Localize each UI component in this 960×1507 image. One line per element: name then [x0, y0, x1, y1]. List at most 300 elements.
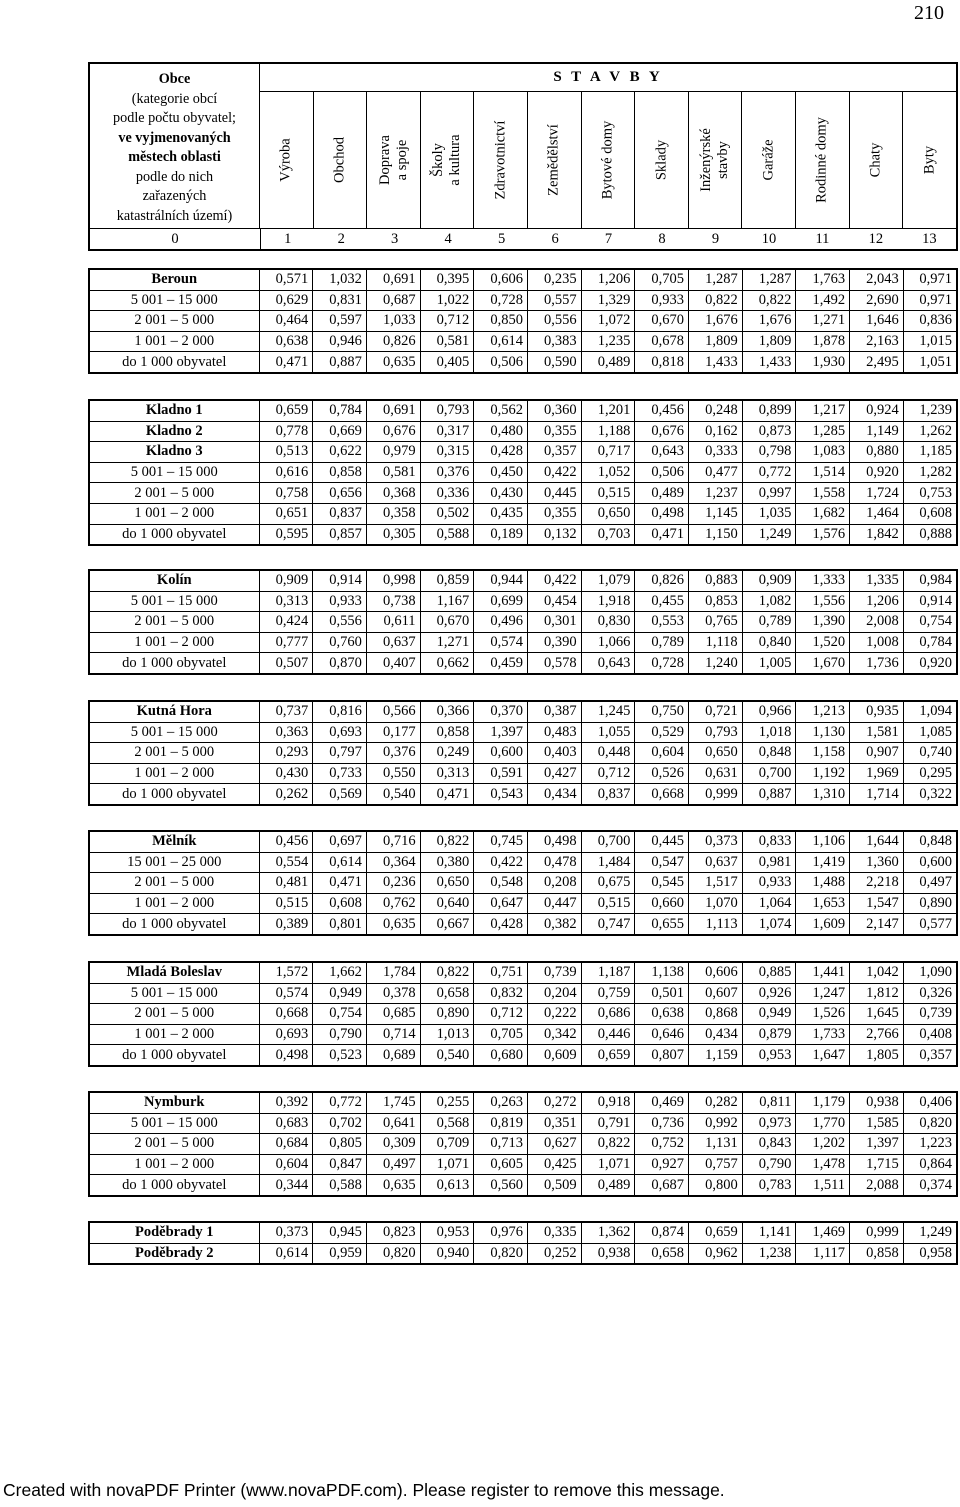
table-cell: 0,635 — [366, 1175, 420, 1196]
table-cell: 0,907 — [850, 743, 904, 764]
table-cell: 0,737 — [259, 701, 313, 722]
row-label: 5 001 – 15 000 — [89, 591, 259, 612]
table-cell: 1,682 — [796, 503, 850, 524]
table-row — [89, 311, 957, 332]
table-row — [89, 421, 957, 442]
table-cell: 2,043 — [850, 269, 904, 290]
table-cell: 0,293 — [259, 743, 313, 764]
table-cell: 0,637 — [689, 852, 743, 873]
table-cell: 0,557 — [527, 290, 581, 311]
table-cell: 0,608 — [903, 503, 957, 524]
table-cell: 0,822 — [689, 290, 743, 311]
table-cell: 0,705 — [474, 1024, 528, 1045]
table-cell: 0,830 — [581, 612, 635, 633]
table-cell: 0,471 — [635, 524, 689, 545]
table-cell: 1,247 — [796, 983, 850, 1004]
row-label: 2 001 – 5 000 — [89, 743, 259, 764]
table-cell: 0,529 — [635, 722, 689, 743]
column-number: 5 — [497, 231, 506, 247]
table-cell: 0,374 — [903, 1175, 957, 1196]
table-cell: 0,712 — [581, 763, 635, 784]
table-cell: 1,206 — [850, 591, 904, 612]
table-cell: 1,079 — [581, 570, 635, 591]
table-cell: 0,498 — [635, 503, 689, 524]
table-cell: 0,836 — [903, 311, 957, 332]
column-header — [689, 92, 743, 228]
table-cell: 0,848 — [742, 743, 796, 764]
table-row — [89, 524, 957, 545]
row-label: 2 001 – 5 000 — [89, 311, 259, 332]
table-cell: 0,739 — [903, 1004, 957, 1025]
table-cell: 0,498 — [259, 1045, 313, 1066]
table-cell: 0,357 — [903, 1045, 957, 1066]
table-cell: 0,981 — [742, 852, 796, 873]
table-cell: 0,857 — [313, 524, 367, 545]
obce-header-line: podle počtu obyvatel; — [113, 110, 236, 126]
table-row — [89, 352, 957, 373]
table-cell: 0,403 — [527, 743, 581, 764]
table-row — [89, 632, 957, 653]
table-cell: 1,733 — [796, 1024, 850, 1045]
table-cell: 0,909 — [259, 570, 313, 591]
table-cell: 0,526 — [635, 763, 689, 784]
table-cell: 0,351 — [527, 1113, 581, 1134]
column-header-label: Školy a kultura — [430, 134, 464, 186]
table-cell: 0,132 — [527, 524, 581, 545]
table-cell: 0,456 — [635, 400, 689, 421]
table-cell: 0,606 — [689, 962, 743, 983]
table-cell: 0,333 — [689, 442, 743, 463]
table-cell: 0,669 — [313, 421, 367, 442]
table-cell: 0,933 — [313, 591, 367, 612]
table-cell: 0,407 — [366, 653, 420, 674]
table-cell: 1,520 — [796, 632, 850, 653]
data-table-group — [88, 1221, 958, 1265]
table-cell: 1,066 — [581, 632, 635, 653]
table-cell: 1,676 — [742, 311, 796, 332]
table-cell: 1,441 — [796, 962, 850, 983]
table-cell: 0,595 — [259, 524, 313, 545]
table-cell: 0,826 — [635, 570, 689, 591]
row-label: Kladno 3 — [89, 442, 259, 463]
table-cell: 0,222 — [527, 1004, 581, 1025]
row-label: 1 001 – 2 000 — [89, 763, 259, 784]
table-cell: 0,670 — [635, 311, 689, 332]
table-row — [89, 1175, 957, 1196]
table-cell: 0,820 — [366, 1243, 420, 1264]
table-cell: 0,959 — [313, 1243, 367, 1264]
table-cell: 0,489 — [581, 352, 635, 373]
table-cell: 0,859 — [420, 570, 474, 591]
table-cell: 1,969 — [850, 763, 904, 784]
table-cell: 0,605 — [474, 1154, 528, 1175]
table-cell: 0,622 — [313, 442, 367, 463]
table-cell: 0,717 — [581, 442, 635, 463]
table-cell: 0,569 — [313, 784, 367, 805]
table-cell: 0,689 — [366, 1045, 420, 1066]
table-cell: 0,992 — [689, 1113, 743, 1134]
column-header — [260, 92, 314, 228]
column-number: 8 — [658, 231, 666, 247]
table-cell: 0,614 — [313, 852, 367, 873]
table-cell: 0,858 — [420, 722, 474, 743]
table-cell: 0,778 — [259, 421, 313, 442]
table-cell: 0,850 — [474, 311, 528, 332]
table-cell: 0,984 — [903, 570, 957, 591]
table-cell: 0,762 — [366, 893, 420, 914]
table-cell: 0,811 — [742, 1092, 796, 1113]
column-header — [474, 92, 528, 228]
table-cell: 0,363 — [259, 722, 313, 743]
table-cell: 0,927 — [635, 1154, 689, 1175]
table-cell: 1,249 — [903, 1222, 957, 1243]
row-label: do 1 000 obyvatel — [89, 784, 259, 805]
table-cell: 1,118 — [689, 632, 743, 653]
table-cell: 0,890 — [903, 893, 957, 914]
table-cell: 0,459 — [474, 653, 528, 674]
table-cell: 0,793 — [420, 400, 474, 421]
column-header — [796, 92, 850, 228]
table-cell: 0,255 — [420, 1092, 474, 1113]
table-cell: 0,662 — [420, 653, 474, 674]
row-label: Mladá Boleslav — [126, 964, 222, 981]
table-cell: 0,447 — [527, 893, 581, 914]
table-cell: 0,843 — [742, 1134, 796, 1155]
table-cell: 0,422 — [527, 570, 581, 591]
table-cell: 0,823 — [366, 1222, 420, 1243]
table-cell: 1,676 — [689, 311, 743, 332]
table-cell: 0,588 — [420, 524, 474, 545]
table-cell: 1,397 — [474, 722, 528, 743]
table-row — [89, 1243, 957, 1264]
table-cell: 1,488 — [796, 873, 850, 894]
table-cell: 0,837 — [581, 784, 635, 805]
table-row — [89, 763, 957, 784]
table-cell: 0,962 — [689, 1243, 743, 1264]
table-cell: 0,914 — [903, 591, 957, 612]
table-cell: 0,448 — [581, 743, 635, 764]
row-label: Kladno 1 — [145, 402, 203, 419]
table-cell: 0,631 — [689, 763, 743, 784]
table-cell: 1,478 — [796, 1154, 850, 1175]
table-cell: 1,240 — [689, 653, 743, 674]
table-cell: 1,715 — [850, 1154, 904, 1175]
table-cell: 0,659 — [581, 1045, 635, 1066]
table-cell: 1,770 — [796, 1113, 850, 1134]
table-cell: 0,635 — [366, 352, 420, 373]
obce-header-cell — [90, 64, 260, 228]
table-cell: 0,820 — [474, 1243, 528, 1264]
table-cell: 1,517 — [689, 873, 743, 894]
table-cell: 0,301 — [527, 612, 581, 633]
table-cell: 0,887 — [313, 352, 367, 373]
table-row — [89, 784, 957, 805]
table-cell: 0,501 — [635, 983, 689, 1004]
table-cell: 0,478 — [527, 852, 581, 873]
table-cell: 1,235 — [581, 331, 635, 352]
table-cell: 1,419 — [796, 852, 850, 873]
table-cell: 0,760 — [313, 632, 367, 653]
column-header — [742, 92, 796, 228]
table-cell: 1,083 — [796, 442, 850, 463]
table-row — [89, 442, 957, 463]
table-cell: 1,070 — [689, 893, 743, 914]
table-cell: 0,793 — [689, 722, 743, 743]
table-cell: 0,909 — [742, 570, 796, 591]
table-cell: 0,553 — [635, 612, 689, 633]
table-cell: 0,703 — [581, 524, 635, 545]
table-cell: 0,858 — [850, 1243, 904, 1264]
table-cell: 0,868 — [689, 1004, 743, 1025]
table-cell: 1,117 — [796, 1243, 850, 1264]
table-cell: 1,310 — [796, 784, 850, 805]
table-cell: 1,362 — [581, 1222, 635, 1243]
table-row — [89, 570, 957, 591]
table-cell: 0,958 — [903, 1243, 957, 1264]
table-cell: 0,659 — [689, 1222, 743, 1243]
table-row — [89, 831, 957, 852]
table-cell: 0,660 — [635, 893, 689, 914]
table-cell: 0,883 — [689, 570, 743, 591]
table-cell: 1,647 — [796, 1045, 850, 1066]
table-cell: 2,690 — [850, 290, 904, 311]
table-cell: 0,498 — [527, 831, 581, 852]
table-cell: 0,471 — [420, 784, 474, 805]
table-cell: 2,088 — [850, 1175, 904, 1196]
table-cell: 0,999 — [850, 1222, 904, 1243]
column-number: 1 — [284, 231, 292, 247]
table-cell: 0,263 — [474, 1092, 528, 1113]
table-cell: 0,355 — [527, 503, 581, 524]
table-cell: 0,753 — [903, 483, 957, 504]
table-cell: 0,607 — [689, 983, 743, 1004]
table-cell: 0,678 — [635, 331, 689, 352]
table-cell: 1,809 — [689, 331, 743, 352]
table-cell: 1,514 — [796, 462, 850, 483]
table-cell: 1,150 — [689, 524, 743, 545]
table-cell: 0,581 — [420, 331, 474, 352]
table-cell: 0,819 — [474, 1113, 528, 1134]
table-cell: 1,206 — [581, 269, 635, 290]
table-cell: 1,238 — [742, 1243, 796, 1264]
table-cell: 0,513 — [259, 442, 313, 463]
table-cell: 1,670 — [796, 653, 850, 674]
column-number: 12 — [868, 231, 884, 247]
table-cell: 0,914 — [313, 570, 367, 591]
table-cell: 0,177 — [366, 722, 420, 743]
table-cell: 1,145 — [689, 503, 743, 524]
table-cell: 0,249 — [420, 743, 474, 764]
column-header-label: Výroba — [277, 138, 294, 182]
row-label: 1 001 – 2 000 — [89, 1154, 259, 1175]
table-cell: 0,305 — [366, 524, 420, 545]
table-cell: 0,608 — [313, 893, 367, 914]
table-cell: 1,051 — [903, 352, 957, 373]
table-cell: 1,239 — [903, 400, 957, 421]
column-header — [528, 92, 582, 228]
table-cell: 0,738 — [366, 591, 420, 612]
table-cell: 0,313 — [259, 591, 313, 612]
table-cell: 0,643 — [635, 442, 689, 463]
column-header-label: Sklady — [653, 139, 670, 181]
table-row — [89, 331, 957, 352]
table-cell: 0,736 — [635, 1113, 689, 1134]
table-cell: 1,809 — [742, 331, 796, 352]
table-cell: 1,072 — [581, 311, 635, 332]
table-cell: 0,798 — [742, 442, 796, 463]
table-cell: 0,454 — [527, 591, 581, 612]
table-cell: 0,684 — [259, 1134, 313, 1155]
table-cell: 1,511 — [796, 1175, 850, 1196]
table-cell: 1,131 — [689, 1134, 743, 1155]
obce-header-line: zařazených — [142, 188, 207, 204]
table-cell: 1,464 — [850, 503, 904, 524]
row-label: 2 001 – 5 000 — [89, 1134, 259, 1155]
table-row — [89, 1024, 957, 1045]
table-cell: 0,933 — [635, 290, 689, 311]
table-cell: 0,471 — [313, 873, 367, 894]
table-cell: 1,526 — [796, 1004, 850, 1025]
table-cell: 0,918 — [581, 1092, 635, 1113]
table-cell: 0,556 — [313, 612, 367, 633]
row-label: 15 001 – 25 000 — [89, 852, 259, 873]
table-cell: 0,189 — [474, 524, 528, 545]
table-cell: 1,662 — [313, 962, 367, 983]
table-cell: 0,450 — [474, 462, 528, 483]
table-cell: 0,979 — [366, 442, 420, 463]
table-cell: 0,699 — [474, 591, 528, 612]
table-cell: 1,714 — [850, 784, 904, 805]
table-cell: 0,874 — [635, 1222, 689, 1243]
table-cell: 0,577 — [903, 914, 957, 935]
table-cell: 1,064 — [742, 893, 796, 914]
table-cell: 0,613 — [420, 1175, 474, 1196]
row-label: 5 001 – 15 000 — [89, 462, 259, 483]
table-cell: 1,645 — [850, 1004, 904, 1025]
table-cell: 0,370 — [474, 701, 528, 722]
table-cell: 1,032 — [313, 269, 367, 290]
table-cell: 0,733 — [313, 763, 367, 784]
table-cell: 0,822 — [420, 962, 474, 983]
table-cell: 0,801 — [313, 914, 367, 935]
table-cell: 0,920 — [850, 462, 904, 483]
table-cell: 0,248 — [689, 400, 743, 421]
data-table-group — [88, 1091, 958, 1197]
table-cell: 0,456 — [259, 831, 313, 852]
row-label: do 1 000 obyvatel — [89, 1175, 259, 1196]
row-label: do 1 000 obyvatel — [89, 1045, 259, 1066]
column-number: 3 — [391, 231, 399, 247]
table-cell: 0,754 — [903, 612, 957, 633]
obce-header-line: podle do nich — [135, 168, 214, 185]
table-cell: 1,646 — [850, 311, 904, 332]
row-label: 1 001 – 2 000 — [89, 503, 259, 524]
data-table-group — [88, 569, 958, 675]
obce-header-line: katastrálních území) — [116, 207, 233, 224]
table-cell: 0,675 — [581, 873, 635, 894]
table-cell: 1,653 — [796, 893, 850, 914]
row-label: 5 001 – 15 000 — [89, 722, 259, 743]
table-cell: 2,147 — [850, 914, 904, 935]
table-cell: 0,772 — [313, 1092, 367, 1113]
table-cell: 1,271 — [420, 632, 474, 653]
row-label: Poděbrady 2 — [89, 1243, 259, 1264]
table-cell: 1,271 — [796, 311, 850, 332]
footer-note: Created with novaPDF Printer (www.novaPDF.com). Please register to remove this message. — [3, 1480, 725, 1500]
table-cell: 0,759 — [581, 983, 635, 1004]
stavby-header: S T A V B Y — [260, 64, 956, 92]
table-cell: 0,946 — [313, 331, 367, 352]
table-cell: 0,489 — [635, 483, 689, 504]
table-row — [89, 852, 957, 873]
table-row — [89, 983, 957, 1004]
table-cell: 0,380 — [420, 852, 474, 873]
table-cell: 0,668 — [259, 1004, 313, 1025]
table-cell: 0,949 — [742, 1004, 796, 1025]
table-row — [89, 914, 957, 935]
table-cell: 0,853 — [689, 591, 743, 612]
table-cell: 1,035 — [742, 503, 796, 524]
table-cell: 0,635 — [366, 914, 420, 935]
row-label: Kutná Hora — [136, 703, 212, 720]
table-cell: 1,013 — [420, 1024, 474, 1045]
table-cell: 0,309 — [366, 1134, 420, 1155]
table-cell: 0,469 — [635, 1092, 689, 1113]
table-cell: 0,765 — [689, 612, 743, 633]
table-cell: 0,709 — [420, 1134, 474, 1155]
table-cell: 0,600 — [474, 743, 528, 764]
table-cell: 0,745 — [474, 831, 528, 852]
table-header — [88, 62, 958, 251]
column-header — [582, 92, 636, 228]
table-cell: 0,272 — [527, 1092, 581, 1113]
column-number: 10 — [761, 231, 777, 247]
row-label: do 1 000 obyvatel — [89, 653, 259, 674]
table-cell: 1,842 — [850, 524, 904, 545]
table-row — [89, 873, 957, 894]
table-cell: 0,392 — [259, 1092, 313, 1113]
table-cell: 0,326 — [903, 983, 957, 1004]
table-cell: 1,644 — [850, 831, 904, 852]
table-row — [89, 400, 957, 421]
table-cell: 0,428 — [474, 914, 528, 935]
table-cell: 0,700 — [742, 763, 796, 784]
table-cell: 0,342 — [527, 1024, 581, 1045]
row-label: Nymburk — [144, 1094, 205, 1111]
table-cell: 0,797 — [313, 743, 367, 764]
table-cell: 0,368 — [366, 483, 420, 504]
column-header-label: Rodinné domy — [813, 117, 830, 203]
table-cell: 0,728 — [474, 290, 528, 311]
table-cell: 0,949 — [313, 983, 367, 1004]
table-cell: 0,822 — [420, 831, 474, 852]
table-cell: 0,790 — [742, 1154, 796, 1175]
table-cell: 0,629 — [259, 290, 313, 311]
table-row — [89, 653, 957, 674]
table-cell: 0,890 — [420, 1004, 474, 1025]
table-cell: 0,515 — [259, 893, 313, 914]
table-cell: 0,973 — [742, 1113, 796, 1134]
table-cell: 0,208 — [527, 873, 581, 894]
table-cell: 0,395 — [420, 269, 474, 290]
table-cell: 0,702 — [313, 1113, 367, 1134]
column-number: 2 — [337, 231, 345, 247]
column-header-label: Bytové domy — [599, 120, 616, 200]
table-cell: 0,591 — [474, 763, 528, 784]
table-cell: 0,604 — [635, 743, 689, 764]
table-cell: 1,094 — [903, 701, 957, 722]
table-cell: 1,558 — [796, 483, 850, 504]
